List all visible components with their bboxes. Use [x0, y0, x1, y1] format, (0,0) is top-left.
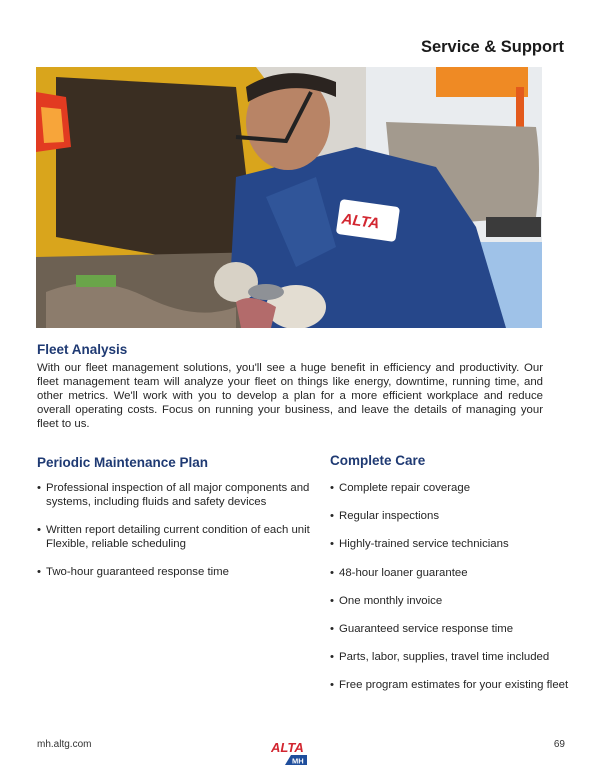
fleet-analysis-heading: Fleet Analysis [37, 342, 128, 357]
bullet-icon: • [330, 594, 334, 607]
list-item: • Two-hour guaranteed response time [37, 566, 229, 578]
list-item: • Highly-trained service technicians [330, 538, 509, 551]
list-item: • Professional inspection of all major components and systems, including fluids and safety devices [37, 482, 310, 508]
periodic-maintenance-heading: Periodic Maintenance Plan [37, 455, 209, 470]
bullet-icon: • [330, 566, 334, 579]
svg-text:ALTA: ALTA [271, 740, 304, 755]
list-item: • Guaranteed service response time [330, 622, 514, 635]
complete-care-heading: Complete Care [330, 453, 426, 468]
technician-photo [36, 67, 542, 328]
bullet-icon: • [330, 538, 334, 551]
bullet-icon: • [330, 679, 334, 692]
list-item: • Parts, labor, supplies, travel time included [330, 651, 550, 664]
photo-illustration [36, 67, 542, 328]
list-item: • Written report detailing current condition of each unit Flexible, reliable scheduling [37, 524, 310, 550]
list-item: • Free program estimates for your existing fleet [330, 679, 569, 692]
page-number: 69 [553, 739, 565, 750]
bullet-icon: • [37, 566, 41, 578]
bullet-icon: • [330, 622, 334, 635]
fleet-analysis-body: With our fleet management solutions, you'll see a huge benefit in efficiency and productivity. Our fleet management team will analyze your fleet on things like energy, downtime, running time, and other metrics. We'll work with you to develop a plan for a more efficient workplace and reduce overall operating costs. Focus on running your business, and leave the details of managing your fleet to us. [37, 362, 543, 430]
page-title: Service & Support [420, 38, 564, 56]
periodic-maintenance-list [37, 481, 317, 593]
complete-care-list [330, 481, 590, 707]
bullet-icon: • [37, 482, 41, 494]
list-item: • 48-hour loaner guarantee [330, 566, 468, 579]
svg-text:MH: MH [292, 756, 304, 766]
footer-url: mh.altg.com [37, 739, 92, 750]
svg-text:ALTA: ALTA [340, 210, 381, 233]
list-item: • Regular inspections [330, 510, 440, 523]
bullet-icon: • [330, 510, 334, 523]
list-item: • One monthly invoice [330, 594, 443, 607]
list-item: • Complete repair coverage [330, 482, 471, 494]
bullet-icon: • [37, 524, 41, 536]
bullet-icon: • [330, 482, 334, 494]
bullet-icon: • [330, 651, 334, 664]
alta-mh-logo [271, 740, 311, 766]
